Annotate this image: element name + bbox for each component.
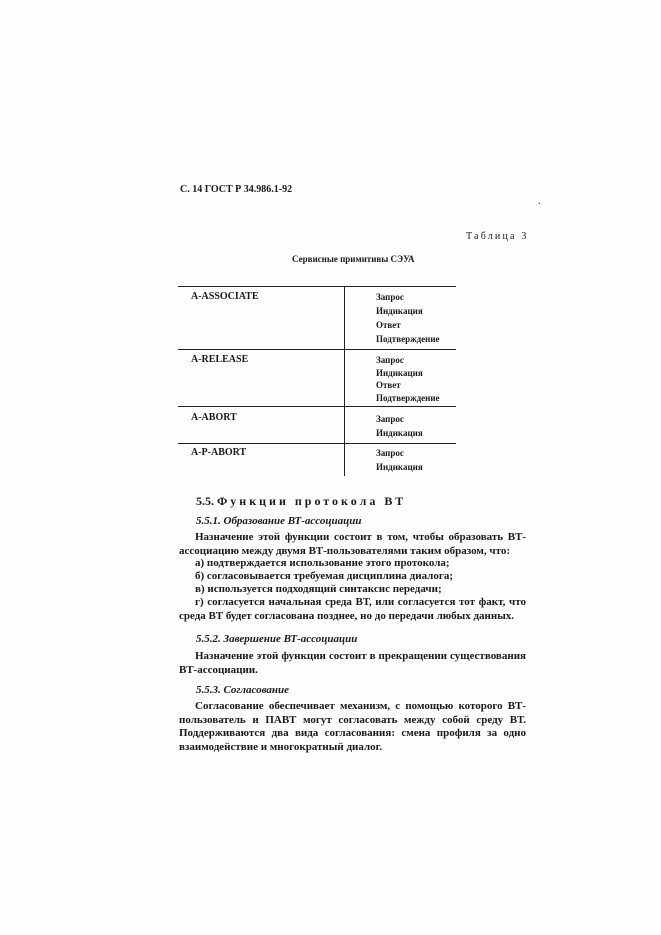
response-item: Запрос <box>376 414 404 424</box>
subsection-heading: 5.5.1. Образование ВТ-ассоциации <box>196 515 362 527</box>
subsection-heading: 5.5.2. Завершение ВТ-ассоциации <box>196 633 358 645</box>
table-rule <box>178 443 456 444</box>
table-rule <box>178 349 456 350</box>
primitive-name: A-ABORT <box>191 412 237 423</box>
list-item: в) используется подходящий синтаксис передачи; <box>195 583 442 595</box>
response-item: Подтверждение <box>376 392 440 403</box>
paragraph: Назначение этой функции состоит в прекращении существования ВТ-ассоциации. <box>179 650 526 676</box>
list-item: а) подтверждается использование этого протокола; <box>195 557 450 569</box>
list-item: г) согласуется начальная среда ВТ, или согласуется тот факт, что среда ВТ будет согласована позднее, но до передачи любых данных. <box>179 596 526 622</box>
primitive-responses <box>376 446 423 474</box>
list-item: б) согласовывается требуемая дисциплина диалога; <box>195 570 453 582</box>
primitive-responses <box>376 354 440 404</box>
table-column-divider <box>344 286 345 476</box>
subsection-heading: 5.5.3. Согласование <box>196 684 290 696</box>
response-item: Запрос <box>376 355 404 365</box>
response-item: Запрос <box>376 292 404 302</box>
response-item: Запрос <box>376 448 404 458</box>
page-header: С. 14 ГОСТ Р 34.986.1-92 <box>180 184 293 195</box>
response-item: Индикация <box>376 367 423 378</box>
section-title: Функции протокола ВТ <box>217 494 407 508</box>
stray-mark: . <box>538 196 541 207</box>
primitive-name: A-RELEASE <box>191 354 249 365</box>
table-rule-top <box>178 286 456 287</box>
table-title: Сервисные примитивы СЭУА <box>292 254 415 264</box>
primitive-responses <box>376 290 440 346</box>
table-rule <box>178 406 456 407</box>
paragraph: Согласование обеспечивает механизм, с помощью которого ВТ-пользователь и ПАВТ могут согласовать между собой среду ВТ. Поддерживаются два вида согласования: смена профиля за одно взаимодействие и многократный диалог. <box>179 700 526 753</box>
table-label: Таблица 3 <box>466 231 529 242</box>
response-item: Индикация <box>376 462 423 472</box>
response-item: Ответ <box>376 320 401 330</box>
response-item: Индикация <box>376 428 423 438</box>
section-heading <box>196 494 406 509</box>
primitive-name: A-ASSOCIATE <box>191 291 259 302</box>
section-number: 5.5. <box>196 494 214 508</box>
response-item: Подтверждение <box>376 334 440 344</box>
paragraph: Назначение этой функции состоит в том, чтобы образовать ВТ-ассоциацию между двумя ВТ-пользователями таким образом, что: <box>179 531 526 557</box>
primitive-name: A-P-ABORT <box>191 447 247 458</box>
primitive-responses <box>376 412 423 440</box>
response-item: Индикация <box>376 306 423 316</box>
response-item: Ответ <box>376 380 401 390</box>
